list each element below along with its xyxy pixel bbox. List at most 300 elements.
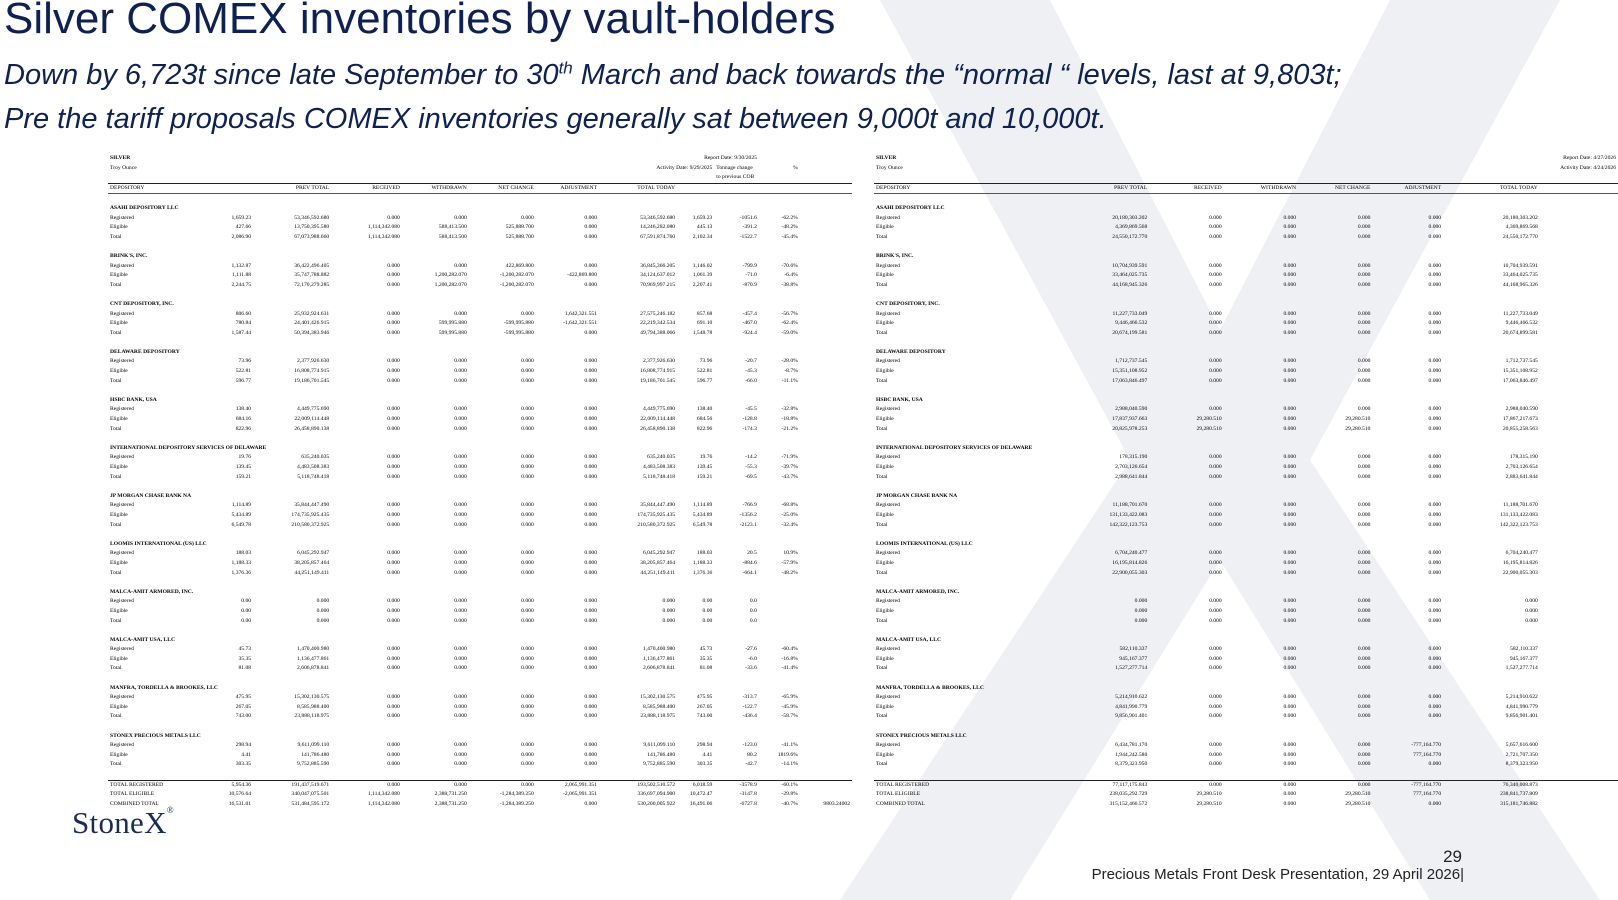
table-cell: 0.000	[1283, 598, 1297, 605]
table-cell: 76,340,008.873	[1443, 780, 1540, 790]
table-cell	[253, 242, 331, 252]
table-cell: 19,186,701.545	[640, 377, 676, 384]
table-cell	[1023, 367, 1053, 377]
table-cell: 5,118,748.418	[643, 473, 676, 480]
table-cell: 0.000	[521, 665, 534, 672]
table-cell: -66.0	[745, 377, 757, 384]
table-cell: 24,550,172.770	[1502, 233, 1538, 240]
table-cell	[1053, 164, 1150, 174]
table-cell: 5,954.36	[220, 780, 253, 790]
table-cell	[800, 463, 852, 473]
table-cell	[1023, 214, 1053, 224]
table-cell: 0.000	[584, 473, 597, 480]
table-cell	[1372, 626, 1443, 636]
table-cell	[1298, 636, 1372, 646]
table-cell: ASAHI DEPOSITORY LLC	[876, 204, 945, 211]
table-cell	[1053, 173, 1150, 183]
table-cell	[759, 636, 800, 646]
table-cell	[1224, 290, 1298, 300]
table-cell: 522.81	[696, 368, 713, 375]
table-cell: Eligible	[110, 224, 128, 231]
table-cell	[1224, 173, 1298, 183]
table-cell: 0.000	[1283, 214, 1297, 221]
table-cell: 9,856,901.401	[1115, 713, 1148, 720]
table-cell: -62.4%	[781, 320, 798, 327]
table-cell	[1023, 425, 1053, 435]
table-cell	[1298, 242, 1372, 252]
page-title: Silver COMEX inventories by vault-holders	[4, 0, 836, 43]
table-cell: Eligible	[876, 416, 894, 423]
table-cell	[1540, 463, 1618, 473]
table-cell: 303.35	[696, 761, 713, 768]
table-cell	[677, 252, 714, 262]
table-cell	[1023, 242, 1053, 252]
table-cell	[759, 530, 800, 540]
table-cell	[714, 492, 759, 502]
spacer-row	[874, 338, 1618, 348]
table-cell: 0.000	[584, 703, 597, 710]
table-cell: 1,132.87	[231, 262, 252, 269]
table-cell	[1023, 453, 1053, 463]
table-cell: 142,322,123.753	[1109, 521, 1148, 528]
table-cell	[599, 770, 677, 780]
table-cell	[1023, 501, 1053, 511]
table-cell: 0.000	[1209, 473, 1222, 480]
table-cell	[759, 597, 800, 607]
table-cell	[1224, 482, 1298, 492]
table-cell: Total	[110, 329, 122, 336]
table-cell: 0.000	[1134, 598, 1148, 605]
table-cell: 303.35	[235, 761, 252, 768]
table-cell: -41.4%	[781, 665, 798, 672]
table-cell: 4,449,775.690	[297, 406, 330, 413]
table-cell: CNT DEPOSITORY, INC.	[876, 300, 940, 307]
table-cell: 0.000	[1298, 780, 1372, 790]
table-cell	[331, 578, 402, 588]
table-row	[108, 645, 852, 655]
table-cell	[108, 338, 220, 348]
table-cell: 0.000	[584, 550, 597, 557]
table-cell	[800, 597, 852, 607]
table-cell: 0.000	[454, 511, 467, 518]
table-cell	[1372, 396, 1443, 406]
totals-row	[874, 800, 1618, 810]
table-row	[874, 357, 1618, 367]
table-cell: 0.000	[454, 550, 467, 557]
table-cell: 0.000	[1428, 646, 1442, 653]
table-cell: Tonnage change	[716, 164, 753, 171]
table-cell: 20,825,978.253	[1112, 425, 1148, 432]
table-cell	[759, 348, 800, 358]
table-cell	[1149, 164, 1223, 174]
table-row	[108, 760, 852, 770]
table-cell	[1540, 741, 1618, 751]
table-cell	[800, 281, 852, 291]
table-cell: 0.000	[1357, 358, 1371, 365]
table-cell	[220, 173, 253, 183]
table-cell	[1023, 338, 1053, 348]
table-cell	[714, 252, 759, 262]
table-cell	[800, 492, 852, 502]
table-cell: 0.000	[387, 473, 400, 480]
table-cell	[714, 588, 759, 598]
table-cell	[677, 194, 714, 204]
table-cell: Total	[110, 761, 122, 768]
table-cell: 0.000	[1357, 646, 1371, 653]
table-cell: 530,200,005.922	[637, 800, 676, 807]
table-cell: 16,808,774.915	[294, 368, 330, 375]
table-cell	[874, 530, 1023, 540]
table-cell	[1023, 607, 1053, 617]
table-cell	[1372, 290, 1443, 300]
table-cell: 9803.24002	[823, 800, 850, 807]
section-title-row	[108, 492, 852, 502]
table-cell: Eligible	[110, 751, 128, 758]
table-cell: 0.000	[454, 703, 467, 710]
table-cell: 20,855,258.563	[1502, 425, 1538, 432]
table-cell	[1298, 300, 1372, 310]
table-cell	[253, 338, 331, 348]
table-cell: 0.00	[241, 598, 252, 605]
table-cell: JP MORGAN CHASE BANK NA	[876, 492, 958, 499]
table-cell	[331, 290, 402, 300]
table-cell	[1443, 636, 1540, 646]
table-cell	[800, 760, 852, 770]
table-row	[108, 271, 852, 281]
table-cell: -1,642,321.551	[562, 320, 597, 327]
table-cell	[1540, 271, 1618, 281]
table-cell: 267.05	[235, 703, 252, 710]
table-cell	[1540, 655, 1618, 665]
table-cell: 0.000	[1428, 454, 1442, 461]
table-cell: 0.000	[1357, 607, 1371, 614]
table-cell	[1372, 636, 1443, 646]
table-cell	[1540, 751, 1618, 761]
table-row	[108, 703, 852, 713]
table-cell: 45.73	[238, 646, 252, 653]
table-cell	[800, 617, 852, 627]
table-cell	[108, 173, 220, 183]
table-cell: 1,188.33	[692, 559, 713, 566]
table-cell	[1540, 357, 1618, 367]
table-cell	[220, 164, 253, 174]
table-cell: 1,114,342.080	[367, 233, 400, 240]
table-cell: NET CHANGE	[1298, 183, 1372, 194]
table-cell	[331, 674, 402, 684]
table-cell	[1023, 482, 1053, 492]
table-cell: 0.000	[1209, 377, 1222, 384]
table-cell: -29.8%	[781, 791, 798, 798]
table-cell: WITHDRAWN	[402, 183, 469, 194]
table-cell	[331, 338, 402, 348]
table-cell	[800, 242, 852, 252]
table-row	[108, 607, 852, 617]
table-cell: 142,322,123.753	[1500, 521, 1538, 528]
table-cell: 427.66	[235, 224, 252, 231]
table-row	[874, 741, 1618, 751]
table-cell: 0.000	[1428, 281, 1442, 288]
table-cell: 16,491.06	[689, 800, 713, 807]
table-cell	[1540, 473, 1618, 483]
table-cell: -6.0	[748, 655, 757, 662]
table-cell	[677, 183, 714, 194]
table-cell	[469, 434, 536, 444]
table-cell: 2,244.75	[231, 281, 252, 288]
spacer-row	[874, 722, 1618, 732]
table-cell: Total	[110, 281, 122, 288]
table-cell	[402, 770, 469, 780]
table-cell	[1540, 338, 1618, 348]
table-cell: 138.40	[696, 406, 713, 413]
table-cell	[677, 482, 714, 492]
table-cell: -18.8%	[781, 416, 798, 423]
table-cell: 53,346,592.680	[640, 214, 676, 221]
table-cell: -71.0	[745, 272, 757, 279]
table-cell	[536, 626, 599, 636]
table-cell	[800, 780, 852, 790]
table-cell: Eligible	[876, 464, 894, 470]
table-cell	[599, 684, 677, 694]
table-cell: 0.000	[1283, 791, 1297, 798]
table-cell: 0.000	[584, 713, 597, 720]
table-cell	[1372, 684, 1443, 694]
table-cell: ASAHI DEPOSITORY LLC	[110, 204, 179, 211]
table-cell: 0.000	[1283, 425, 1297, 432]
table-row	[874, 569, 1618, 579]
table-cell	[714, 530, 759, 540]
table-row	[108, 223, 852, 233]
table-cell: 0.000	[1283, 761, 1297, 768]
table-cell: -42.7	[745, 761, 757, 768]
table-cell: 0.000	[1357, 406, 1371, 413]
table-cell: BRINK'S, INC.	[110, 252, 148, 259]
table-cell	[759, 290, 800, 300]
table-cell: 4.41	[702, 751, 713, 758]
table-cell: 15,302,130.575	[640, 694, 676, 701]
table-cell: 0.000	[454, 368, 467, 375]
table-cell: 29,280.510	[1345, 800, 1371, 807]
table-cell	[1224, 164, 1298, 174]
table-cell: 2,703,126.654	[1115, 464, 1148, 470]
table-cell: 0.000	[521, 751, 534, 758]
table-row	[108, 559, 852, 569]
table-cell	[800, 684, 852, 694]
section-title-row	[874, 540, 1618, 550]
spacer-row	[108, 338, 852, 348]
table-cell: 0.000	[454, 751, 467, 758]
table-cell	[677, 578, 714, 588]
table-cell: HSBC BANK, USA	[110, 396, 157, 403]
table-cell: 0.000	[402, 780, 469, 790]
table-cell: 0.000	[584, 742, 597, 749]
table-cell: 0.000	[584, 598, 597, 605]
table-cell	[1540, 386, 1618, 396]
table-cell: 0.000	[387, 262, 400, 269]
table-cell	[1372, 674, 1443, 684]
table-cell	[469, 578, 536, 588]
table-cell	[677, 732, 714, 742]
table-cell	[800, 154, 852, 164]
table-cell: 0.000	[454, 607, 467, 614]
table-cell: Eligible	[876, 511, 894, 518]
spacer-row	[874, 770, 1618, 780]
table-cell	[1443, 173, 1540, 183]
table-cell: -1,200,282.070	[499, 281, 534, 288]
table-cell	[599, 348, 677, 358]
table-cell	[1372, 252, 1443, 262]
table-row	[874, 463, 1618, 473]
table-cell: Troy Ounce	[876, 164, 903, 171]
table-cell	[469, 154, 536, 164]
table-cell: 0.000	[454, 598, 467, 605]
table-cell	[108, 626, 220, 636]
table-cell	[1540, 760, 1618, 770]
table-cell: 0.000	[1357, 224, 1371, 231]
table-row	[874, 425, 1618, 435]
table-cell: 0.000	[1209, 742, 1222, 749]
table-cell: 0.000	[1428, 665, 1442, 672]
table-cell: -59.0%	[781, 329, 798, 336]
table-cell: 0.000	[584, 502, 597, 509]
table-cell: 0.000	[1357, 473, 1371, 480]
table-cell: 0.000	[584, 377, 597, 384]
table-cell	[536, 242, 599, 252]
table-cell: 4,449,775.690	[642, 406, 676, 413]
table-cell: -71.9%	[781, 454, 798, 461]
table-cell	[677, 338, 714, 348]
section-title-row	[108, 684, 852, 694]
table-cell: 0.000	[1525, 617, 1538, 624]
table-cell	[220, 578, 253, 588]
table-cell	[536, 684, 599, 694]
table-cell: 0.000	[1209, 454, 1222, 461]
table-cell	[599, 386, 677, 396]
table-cell	[402, 154, 469, 164]
table-cell	[1298, 722, 1372, 732]
table-cell	[759, 626, 800, 636]
table-cell	[759, 540, 800, 550]
table-cell: 0.000	[1357, 521, 1371, 528]
table-cell: 0.000	[584, 464, 597, 470]
table-cell: 25,932,924.631	[294, 310, 330, 317]
table-cell: TOTAL TODAY	[1443, 183, 1540, 194]
table-cell: 0.000	[387, 464, 400, 470]
table-cell	[536, 578, 599, 588]
header-row	[874, 164, 1618, 174]
table-cell: 174,735,925.435	[291, 511, 330, 518]
header-row	[874, 154, 1618, 164]
table-cell	[1023, 386, 1053, 396]
table-cell	[1540, 530, 1618, 540]
header-row	[874, 173, 1618, 183]
table-cell: 0.000	[1283, 751, 1297, 758]
table-cell: 0.000	[584, 224, 597, 231]
table-cell	[536, 722, 599, 732]
table-cell	[1540, 588, 1618, 598]
table-cell: 9,611,099.110	[643, 742, 676, 749]
table-cell: 0.000	[1357, 262, 1371, 269]
table-cell: LOOMIS INTERNATIONAL (US) LLC	[110, 540, 207, 547]
spacer-row	[108, 482, 852, 492]
table-cell: 15,351,108.952	[1502, 368, 1538, 375]
table-cell	[800, 473, 852, 483]
table-cell: 0.000	[1428, 598, 1442, 605]
section-title-row	[108, 444, 852, 454]
table-cell	[1298, 173, 1372, 183]
table-cell: Total	[876, 665, 888, 672]
table-cell: 0.000	[1209, 665, 1222, 672]
table-cell: 35.35	[699, 655, 713, 662]
spacer-row	[874, 242, 1618, 252]
table-cell: 0.000	[1224, 780, 1298, 790]
table-row	[108, 473, 852, 483]
table-cell: 4,369,869.568	[1505, 224, 1538, 231]
table-cell	[108, 530, 220, 540]
table-row	[108, 214, 852, 224]
section-title-row	[108, 300, 852, 310]
table-cell: Total	[876, 425, 888, 432]
table-cell	[800, 194, 852, 204]
table-cell: Total	[110, 569, 122, 576]
table-cell: -14.1%	[781, 761, 798, 768]
table-cell	[1149, 290, 1223, 300]
table-cell: Registered	[876, 742, 900, 749]
table-cell	[1149, 578, 1223, 588]
table-cell: 178,315.190	[1119, 454, 1148, 461]
table-cell: 945,167.377	[1509, 655, 1538, 662]
table-cell: 20,180,303.202	[1112, 214, 1148, 221]
table-cell: 5,118,748.418	[297, 473, 330, 480]
table-cell	[874, 290, 1023, 300]
table-cell	[402, 434, 469, 444]
table-cell: 17,867,217.673	[1502, 416, 1538, 423]
table-cell	[800, 348, 852, 358]
table-cell: -122.7	[742, 703, 757, 710]
table-cell	[599, 732, 677, 742]
table-cell	[800, 693, 852, 703]
table-cell: 19.76	[699, 454, 713, 461]
table-cell: 0.000	[1283, 377, 1297, 384]
table-cell	[253, 674, 331, 684]
table-cell	[599, 626, 677, 636]
table-cell: 29,280.510	[1196, 425, 1222, 432]
table-cell: 0.000	[1525, 598, 1538, 605]
table-cell: 0.000	[521, 703, 534, 710]
table-cell: 9,611,099.110	[297, 742, 330, 749]
stonex-logo: StoneX®	[72, 805, 174, 840]
table-cell: -25.0%	[781, 511, 798, 518]
section-title-row	[108, 396, 852, 406]
table-cell	[759, 194, 800, 204]
table-cell	[1540, 453, 1618, 463]
table-cell	[759, 770, 800, 780]
table-cell: ADJUSTMENT	[536, 183, 599, 194]
table-cell	[714, 434, 759, 444]
table-cell	[108, 722, 220, 732]
table-cell: 0.000	[1149, 780, 1223, 790]
table-cell: 0.000	[387, 703, 400, 710]
spacer-row	[108, 578, 852, 588]
table-cell	[1298, 444, 1372, 454]
table-cell	[874, 386, 1023, 396]
table-cell: MALCA-AMIT USA, LLC	[876, 636, 942, 643]
table-cell: -48.2%	[781, 224, 798, 231]
table-cell: Total	[110, 473, 122, 480]
table-cell: 0.000	[1428, 761, 1442, 768]
table-cell: 0.000	[454, 425, 467, 432]
table-cell: 0.000	[1283, 559, 1297, 566]
table-cell: 15,302,130.575	[294, 694, 330, 701]
